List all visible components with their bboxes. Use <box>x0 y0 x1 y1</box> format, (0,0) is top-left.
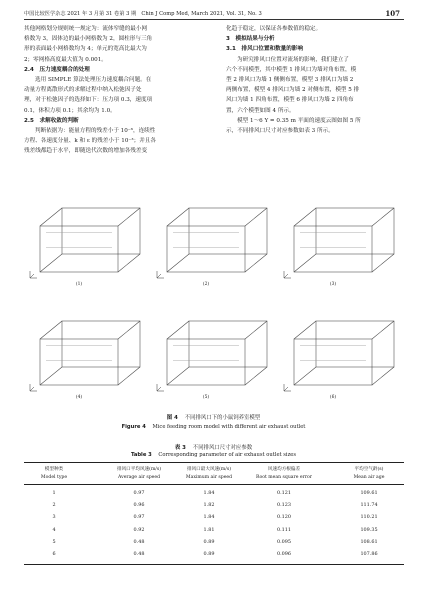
running-header <box>24 10 400 17</box>
left-column-line: 2；零网格高度最大值为 0.001。 <box>24 56 107 63</box>
table-cell: 0.111 <box>276 526 292 533</box>
left-column-line: 判断依据为：能量方程的残差小于 10⁻⁶，连续性 <box>35 127 156 134</box>
table-cell: 2 <box>52 502 56 509</box>
left-column-line: 理，对于松弛因子的选择如下：压力项 0.3，速度项 <box>24 97 153 104</box>
left-column-heading: 2.4 压力速度耦合的处理 <box>24 66 90 73</box>
left-column-line: 残差线都趋于水平，即随迭代次数的增加各残差变 <box>24 148 148 155</box>
table-cell: 109.35 <box>360 526 378 533</box>
table-header-en: Root mean square error <box>256 475 312 480</box>
table-cell: 1.84 <box>203 514 215 521</box>
room-models-drawing <box>24 178 404 404</box>
room-model-1 <box>30 208 140 278</box>
left-column-line: 其他网格划分规则统一规定为：流体窄缝的最小网 <box>24 26 148 32</box>
right-column-heading: 3.1 排风口位置和数量的影响 <box>226 46 304 53</box>
table-cell: 0.095 <box>276 538 292 545</box>
figure-caption-cn-text: 不同排风口下的小鼠饲养室模型 <box>184 415 261 421</box>
room-model-3 <box>284 208 394 278</box>
right-column-line: 为研究排风口位置对流场的影响，我们建立了 <box>237 56 349 63</box>
table-rule <box>24 484 404 485</box>
journal-citation: 中国比较医学杂志 2021 年 3 月第 31 卷第 3 期 Chin J Comp Med, March 2021, Vol. 31, No. 3 <box>24 11 262 17</box>
table-cell: 0.123 <box>276 502 292 509</box>
table-cell: 4 <box>52 526 56 533</box>
table-header-cell <box>117 466 161 482</box>
table-rule <box>24 462 404 463</box>
right-column-heading: 3 模拟结果与分析 <box>226 36 275 43</box>
table-header-cn: 模型种类 <box>44 467 64 472</box>
table-caption-en-label: Table 3 <box>130 452 152 458</box>
table-cell: 1.82 <box>203 502 215 509</box>
table-cell: 0.120 <box>276 514 292 521</box>
table-cell: 110.21 <box>360 514 378 521</box>
table-cell: 0.97 <box>133 514 145 521</box>
panel-label: (1) <box>75 282 83 287</box>
table-header-cn: 排风口平均风速(m/s) <box>116 467 162 472</box>
table-caption-en <box>0 452 427 458</box>
table-cell: 0.89 <box>203 551 215 557</box>
figure-caption-en <box>0 424 427 430</box>
table-cell: 107.86 <box>360 551 378 557</box>
right-column-line: 两侧布置，模型 4 排风口为墙 2 对侧布置，模型 5 排 <box>226 87 360 94</box>
right-column-line: 化趋于稳定，以保证各参数值的稳定。 <box>226 26 322 32</box>
table-caption-cn <box>0 443 427 451</box>
table-cell: 0.97 <box>133 490 145 496</box>
left-column-line: 格数为 3，固体边的最小网格数为 2，圆柱形与三角 <box>24 36 153 43</box>
figure-caption-en-label: Figure 4 <box>121 424 146 430</box>
table-cell: 6 <box>52 551 56 557</box>
table-header-en: Mean air age <box>353 475 385 480</box>
table-cell: 1.81 <box>203 526 215 533</box>
table-cell: 0.48 <box>133 538 145 545</box>
table-header-cell <box>354 466 385 482</box>
room-model-6 <box>284 321 394 391</box>
panel-label: (5) <box>202 395 210 400</box>
table-cell: 111.74 <box>360 502 378 509</box>
table-cell: 0.096 <box>276 551 292 557</box>
table-header-cn: 排风口最大风速(m/s) <box>186 467 231 472</box>
table-header-cell <box>41 466 67 482</box>
left-column-line: 0.1，体积力项 0.1；其余均为 1.0。 <box>24 107 116 114</box>
table-cell: 5 <box>52 538 56 545</box>
figure-4 <box>24 178 404 404</box>
table-cell: 1.84 <box>203 490 215 496</box>
figure-caption-cn <box>0 413 427 421</box>
page-number: 107 <box>385 9 400 18</box>
right-column-line: 型 2 排风口为墙 1 侧侧布置，模型 3 排风口为墙 2 <box>226 76 354 83</box>
table-header-cell <box>256 466 312 482</box>
left-column <box>24 24 208 156</box>
figure-caption-en-text: Mice feeding room model with different air exhaust outlet <box>152 424 306 430</box>
header-rule <box>24 19 404 20</box>
table-caption-cn-text: 不同排风口尺寸对应参数 <box>192 445 253 451</box>
right-column <box>226 24 410 136</box>
table-cell: 109.61 <box>360 490 378 496</box>
table-cell: 1 <box>52 490 56 496</box>
figure-caption-cn-label: 图 4 <box>166 415 178 421</box>
left-column-line: 选用 SIMPLE 算法处理压力速度耦合问题。在 <box>35 76 152 83</box>
table-rule <box>24 564 404 565</box>
panel-label: (2) <box>202 282 210 287</box>
left-column-line: 形的表面最小网格数均为 4；单元的宽高比最大为 <box>24 46 147 53</box>
table-caption-cn-label: 表 3 <box>174 445 186 451</box>
table-header-cn: 风速均方根偏差 <box>267 467 301 472</box>
table-caption-en-text: Corresponding parameter of air exhaust outlet sizes <box>158 452 297 458</box>
panel-label: (3) <box>329 282 337 287</box>
table-cell: 108.61 <box>360 538 378 545</box>
table-cell: 0.48 <box>133 551 145 557</box>
table-header-cell <box>186 466 232 482</box>
room-model-2 <box>157 208 267 278</box>
table-header-cn: 平均空气龄(s) <box>354 467 384 472</box>
left-column-line: 动量方程离散形式的求解过程中纳入松弛因子处 <box>24 87 142 94</box>
table-cell: 0.96 <box>133 502 145 509</box>
table-cell: 0.89 <box>203 538 215 545</box>
panel-label: (4) <box>75 395 83 400</box>
right-column-line: 风口为墙 1 四角布置，模型 6 排风口为墙 2 四角布 <box>226 97 354 104</box>
left-column-heading: 2.5 求解收敛的判断 <box>24 117 79 124</box>
right-column-line: 模型 1～6 Y = 0.35 m 平面的速度云图如图 5 所 <box>237 117 361 124</box>
table-header-en: Maximum air speed <box>185 475 233 480</box>
room-model-4 <box>30 321 140 391</box>
left-column-line: 方程、各速度分量、k 和 ε 的残差小于 10⁻³；并且各 <box>24 138 156 145</box>
right-column-line: 六个不同模型，其中模型 1 排风口为墙对角布置，模 <box>226 66 357 73</box>
table-header-en: Average air speed <box>117 475 161 480</box>
room-model-5 <box>157 321 267 391</box>
panel-label: (6) <box>329 395 337 400</box>
right-column-line: 示，不同排风口尺寸对应参数如表 3 所示。 <box>226 127 334 134</box>
table-cell: 0.121 <box>276 490 292 496</box>
right-column-line: 置，六个模型如图 4 所示。 <box>226 107 295 114</box>
table-cell: 3 <box>52 514 56 521</box>
table-header-en: Model type <box>40 475 68 480</box>
table-cell: 0.92 <box>133 526 145 533</box>
